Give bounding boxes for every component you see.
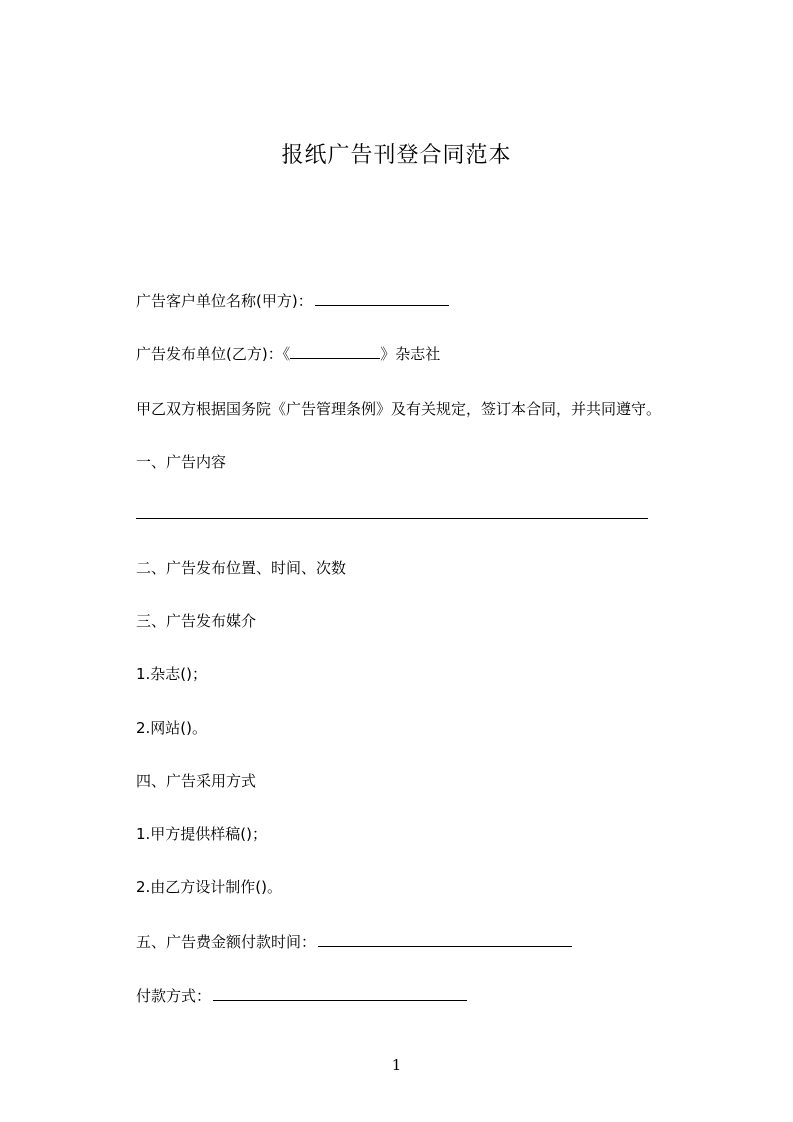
media-item-website: 2.网站()。 — [136, 719, 208, 737]
section-4-heading: 四、广告采用方式 — [136, 772, 257, 790]
payment-method-blank[interactable] — [213, 984, 467, 1001]
section-3-heading: 三、广告发布媒介 — [136, 612, 257, 630]
document-title: 报纸广告刊登合同范本 — [281, 143, 512, 168]
media-item-magazine: 1.杂志()； — [136, 665, 208, 683]
party-b-prefix: 广告发布单位(乙方)：《 — [136, 345, 291, 363]
method-item-design: 2.由乙方设计制作()。 — [136, 878, 283, 896]
payment-time-blank[interactable] — [318, 930, 572, 947]
payment-method-line — [136, 984, 469, 1007]
section-2-heading: 二、广告发布位置、时间、次数 — [136, 559, 347, 577]
payment-method-label: 付款方式： — [136, 987, 212, 1005]
party-a-label: 广告客户单位名称(甲方)： — [136, 292, 313, 310]
intro-paragraph: 甲乙双方根据国务院《广告管理条例》及有关规定，签订本合同，并共同遵守。 — [136, 400, 662, 418]
section-5-line — [136, 930, 574, 953]
party-a-line — [136, 289, 451, 312]
party-b-blank[interactable] — [290, 342, 380, 359]
party-b-line — [136, 342, 440, 365]
section-5-label: 五、广告费金额付款时间： — [136, 933, 317, 951]
page-number: 1 — [391, 1056, 402, 1074]
ad-content-blank-line[interactable] — [136, 518, 648, 519]
party-a-blank[interactable] — [315, 289, 449, 306]
section-1-heading: 一、广告内容 — [136, 453, 227, 471]
party-b-suffix: 》杂志社 — [380, 345, 441, 363]
method-item-sample: 1.甲方提供样稿()； — [136, 825, 268, 843]
